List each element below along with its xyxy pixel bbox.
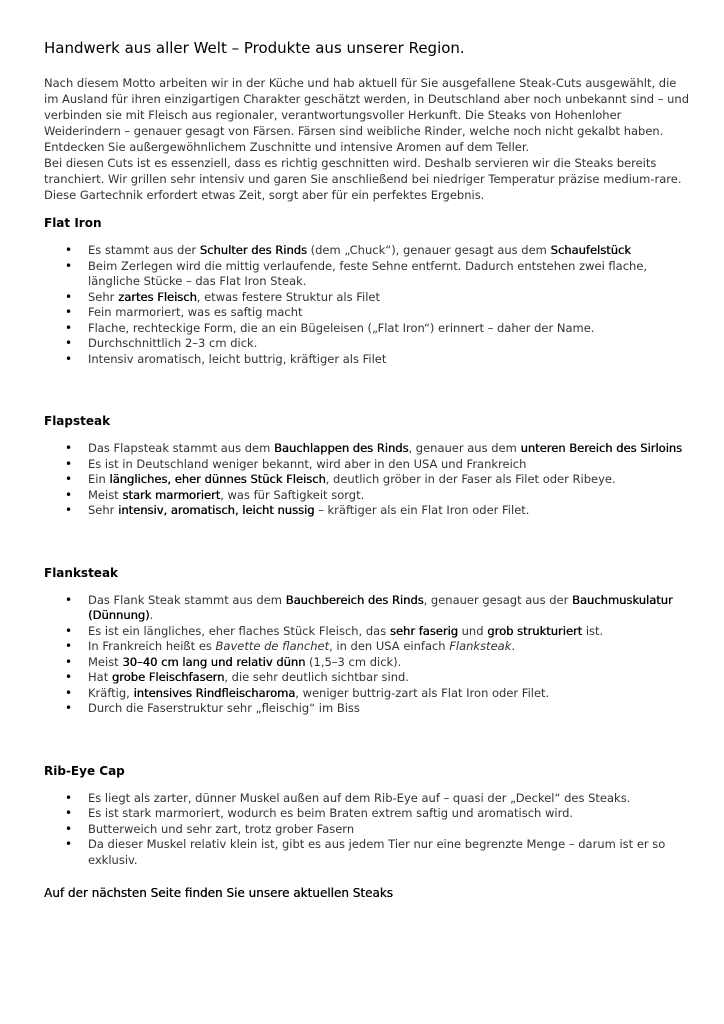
bullet-text: In Frankreich heißt es (88, 639, 216, 653)
bullet-item (44, 472, 694, 488)
section-heading-flapsteak: Flapsteak (44, 414, 111, 428)
bullet-item (44, 593, 694, 624)
bullet-item (44, 259, 694, 290)
bullet-text: (dem „Chuck“), genauer gesagt aus dem (306, 243, 551, 257)
emphasized-text: intensiv, aromatisch, leicht nussig (118, 503, 315, 517)
bullet-text: Da dieser Muskel relativ klein ist, gibt es aus jedem Tier nur eine begrenzte Menge – darum ist er so exklusiv. (88, 837, 666, 867)
bullet-text: Durch die Faserstruktur sehr „fleischig“ im Biss (88, 701, 360, 715)
emphasized-text: grobe Fleischfasern (111, 670, 225, 684)
bullet-text: . (511, 639, 516, 653)
emphasized-text: 30–40 cm lang und relativ dünn (122, 654, 306, 669)
bullet-text: Hat (88, 670, 112, 684)
bullet-item (44, 457, 694, 473)
section-ribeye-cap (44, 763, 694, 869)
emphasized-text: grob strukturiert (487, 623, 583, 638)
section-heading-flanksteak: Flanksteak (44, 565, 119, 580)
bullet-text: – kräftiger als ein Flat Iron oder Filet. (314, 503, 530, 517)
bullet-item (44, 837, 694, 868)
section-flanksteak (44, 565, 694, 717)
bullet-text: Es stammt aus der (88, 243, 200, 257)
emphasized-text: Bauchlappen des Rinds (273, 441, 409, 455)
section-flapsteak (44, 413, 694, 519)
bullet-text: Ein (88, 472, 110, 486)
next-page-note: Auf der nächsten Seite finden Sie unsere aktuellen Steaks (44, 886, 393, 900)
italic-text: Flanksteak (449, 639, 512, 653)
bullet-text: , deutlich gröber in der Faser als Filet oder Ribeye. (325, 472, 616, 486)
bullet-text: , genauer gesagt aus der (423, 592, 572, 607)
emphasized-text: Bauchmuskulatur (Dünnung) (88, 592, 673, 622)
bullet-text: Intensiv aromatisch, leicht buttrig, kräftiger als Filet (88, 351, 387, 366)
bullet-text: Das Flapsteak stammt aus dem (88, 441, 274, 455)
bullet-list-ribeye-cap (44, 791, 694, 869)
bullet-text: Durchschnittlich 2–3 cm dick. (88, 336, 258, 350)
bullet-item (44, 670, 694, 686)
intro-paragraph: Nach diesem Motto arbeiten wir in der Küche und hab aktuell für Sie ausgefallene Steak-Cuts ausgewählt, die im Ausland für ihren einzigartigen Charakter geschätzt werden, in Deutschland aber noch unbekannt sind – und verbinden sie mit Fleisch aus regionaler, verantwortungsvoller Herkunft. Die Steaks von Hohenloher Weiderindern – genauer gesagt von Färsen. Färsen sind weibliche Rinder, welche noch nicht gekalbt haben. Entdecken Sie außergewöhnlichem Zuschnitte und intensive Aromen auf dem Teller. (44, 76, 690, 154)
bullet-list-flanksteak (44, 593, 694, 717)
bullet-text: Butterweich und sehr zart, trotz grober Fasern (88, 821, 355, 836)
bullet-text: , was für Saftigkeit sorgt. (220, 487, 365, 502)
emphasized-text: längliches, eher dünnes Stück Fleisch (109, 472, 326, 486)
bullet-text: Meist (88, 654, 123, 669)
bullet-item (44, 701, 694, 717)
section-heading-flat-iron: Flat Iron (44, 216, 102, 230)
bullet-item (44, 352, 694, 368)
bullet-item (44, 305, 694, 321)
bullet-text: Es liegt als zarter, dünner Muskel außen auf dem Rib-Eye auf – quasi der „Deckel“ des Steaks. (88, 790, 631, 805)
section-heading-ribeye-cap: Rib-Eye Cap (44, 763, 125, 778)
bullet-item (44, 655, 694, 671)
emphasized-text: Schaufelstück (550, 243, 631, 257)
bullet-item (44, 488, 694, 504)
section-flat-iron (44, 215, 694, 367)
bullet-item (44, 290, 694, 306)
bullet-text: Sehr (88, 503, 119, 517)
emphasized-text: Schulter des Rinds (199, 243, 307, 257)
intro-paragraph: Bei diesen Cuts ist es essenziell, dass es richtig geschnitten wird. Deshalb servieren wir die Steaks bereits tranchiert. Wir grillen sehr intensiv und garen Sie anschließend bei niedriger Temperatur präzise medium-rare. Diese Gartechnik erfordert etwas Zeit, sorgt aber für ein perfektes Ergebnis. (44, 156, 682, 202)
bullet-text: , die sehr deutlich sichtbar sind. (224, 670, 409, 684)
bullet-text: , weniger buttrig-zart als Flat Iron oder Filet. (295, 685, 550, 700)
emphasized-text: intensives Rindfleischaroma (133, 685, 296, 700)
bullet-item (44, 791, 694, 807)
intro-text (44, 75, 694, 203)
bullet-item (44, 441, 694, 457)
emphasized-text: sehr faserig (389, 623, 458, 638)
bullet-list-flat-iron (44, 243, 694, 367)
bullet-text: ist. (582, 623, 604, 638)
bullet-item (44, 624, 694, 640)
bullet-item (44, 503, 694, 519)
emphasized-text: unteren Bereich des Sirloins (520, 441, 683, 455)
bullet-text: (1,5–3 cm dick). (305, 654, 402, 669)
bullet-text: . (149, 608, 154, 622)
bullet-text: Es ist in Deutschland weniger bekannt, wird aber in den USA und Frankreich (88, 456, 527, 471)
bullet-item (44, 321, 694, 337)
emphasized-text: Bauchbereich des Rinds (285, 592, 424, 607)
bullet-text: Es ist ein längliches, eher flaches Stück Fleisch, das (88, 623, 390, 638)
bullet-text: Es ist stark marmoriert, wodurch es beim Braten extrem saftig und aromatisch wird. (88, 806, 574, 820)
bullet-text: Beim Zerlegen wird die mittig verlaufende, feste Sehne entfernt. Dadurch entstehen zwei flache, längliche Stücke – das Flat Iron Steak. (88, 258, 648, 288)
bullet-list-flapsteak (44, 441, 694, 519)
document-page (44, 38, 694, 901)
bullet-text: Sehr (88, 289, 119, 304)
bullet-text: Kräftig, (88, 685, 134, 700)
document-title: Handwerk aus aller Welt – Produkte aus unserer Region. (44, 39, 465, 57)
bullet-text: Meist (88, 487, 123, 502)
bullet-text: , genauer aus dem (408, 441, 521, 455)
bullet-item (44, 822, 694, 838)
bullet-item (44, 806, 694, 822)
bullet-item (44, 243, 694, 259)
bullet-item (44, 639, 694, 655)
bullet-text: , in den USA einfach (329, 639, 450, 653)
italic-text: Bavette de flanchet (215, 639, 330, 653)
bullet-text: Das Flank Steak stammt aus dem (88, 592, 286, 607)
bullet-item (44, 336, 694, 352)
emphasized-text: stark marmoriert (122, 487, 221, 502)
bullet-text: Fein marmoriert, was es saftig macht (88, 305, 303, 319)
bullet-text: und (457, 623, 488, 638)
emphasized-text: zartes Fleisch (118, 289, 197, 304)
bullet-text: Flache, rechteckige Form, die an ein Bügeleisen („Flat Iron“) erinnert – daher der Name. (88, 320, 595, 335)
bullet-text: , etwas festere Struktur als Filet (196, 289, 381, 304)
bullet-item (44, 686, 694, 702)
